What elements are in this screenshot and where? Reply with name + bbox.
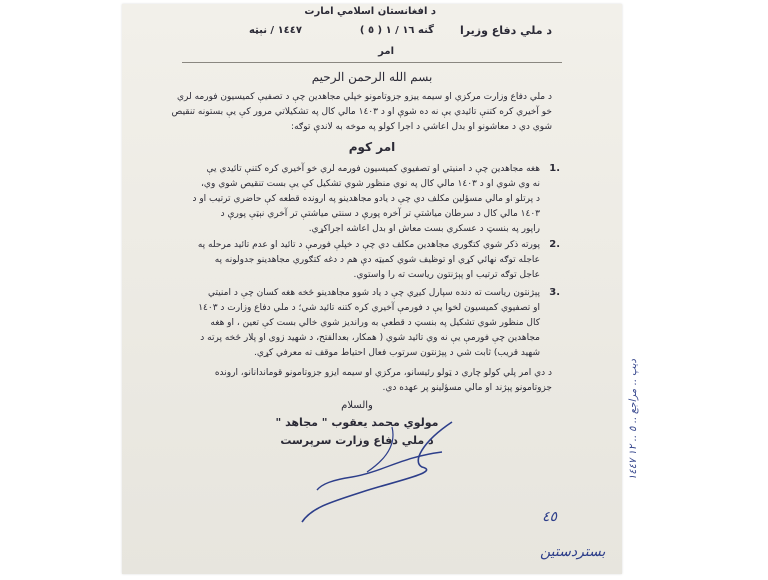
item-2-line-3: عاجل توګه ترتيب او پېژنتون رياست ته را واستوي.: [353, 270, 540, 280]
item-1-number: 1.: [549, 163, 560, 174]
intro-line-1: د ملي دفاع وزارت مرکزي او سيمه ييزو جزوتامونو خپلي مجاهدين چې د تصفيې کميسيون فورمه لري: [176, 92, 552, 102]
signatory-title: د ملي دفاع وزارت سرپرست: [280, 434, 434, 447]
closing-line-2: جزوتامونو پېژند او مالي مسؤلينو پر عهده دي.: [382, 383, 552, 393]
intro-line-2: خو آخيري کره کتنې تائيدي يې نه ده شوې او د ١٤٠٣ مالي کال په تشکيلاتي مرور کې يې بستونه تنقيص: [171, 107, 552, 117]
header-number-fields: ( ٥ ) گنه ١٦ / ١: [359, 25, 434, 36]
closing-line-1: د دي امر پلي کولو چاري د ټولو رئيسانو، مرکزي او سيمه ايزو جزوتامونو قوماندانانو، ارونده: [214, 368, 552, 378]
item-1-line-3: د پرتلو او مالي مسؤلين مکلف دي چې د يادو مجاهدينو په ارونده قطعه کې حاضري ترتيب او د: [192, 194, 540, 204]
item-3-line-2: او تصفيوي کميسيون لخوا يې د فورمې آخيري کره کتنه تائيد شي؛ د ملي دفاع وزارت د ١٤٠٣: [198, 303, 540, 313]
header-ministry: د ملي دفاع وزيرا: [460, 24, 552, 37]
handwritten-signature: [272, 412, 472, 532]
item-1-line-2: نه وي شوي او د ١٤٠٣ مالي کال په نوي منظور شوي تشکيل کې يې بست تنقيص شوي وي،: [201, 179, 540, 189]
item-1-line-5: راپور په بنسټ د عسکري بست معاش او بدل اعاشه اجراکړي.: [308, 224, 540, 234]
header-amr: امر: [378, 46, 394, 57]
item-2-number: 2.: [549, 239, 560, 250]
bottom-scrawl-right: بستردستين: [540, 544, 606, 560]
letter-sheet: [122, 4, 639, 574]
item-1-line-1: هغه مجاهدين چې د امنيتي او تصفيوي کميسيون فورمه لري خو آخيري کره کتنې تائيدي يې: [206, 164, 540, 174]
item-3-line-5: شهيد قريب) ثابت شي د پېژنتون سرتوب فعال احتياط موقف ته معرفي کړي.: [253, 348, 540, 358]
item-1-line-4: ١٤٠٣ مالي کال د سرطان مياشتې تر آخره پورې د سنتي مياشتې تر آخري نېټې پورې د: [220, 209, 540, 219]
order-heading: امر کوم: [348, 140, 396, 154]
header-divider: [182, 62, 562, 63]
item-2-line-2: عاجله توګه نهائي کړي او توظيف شوي کميټه دې هم د دغه کتګوري مجاهدينو جدولونه په: [214, 255, 540, 265]
intro-line-3: شوي دي د معاشونو او بدل اعاشي د اجرا کولو په موخه به لاندې توګه:: [291, 122, 552, 132]
header-date: ١٤٤٧ / نېټه: [248, 25, 302, 36]
margin-handwritten-note: ديپ .. مراجع .. ٥ .. ١٢ ١٤٤٧: [628, 359, 639, 481]
document-photo: [122, 4, 639, 574]
item-2-line-1: پورته ذکر شوي کتګوري مجاهدين مکلف دي چې د خپلې فورمې د تائيد او عدم تائيد مرحله په: [197, 240, 540, 250]
item-3-number: 3.: [549, 287, 560, 298]
header-emirate: د افغانستان اسلامي امارت: [304, 6, 436, 17]
bottom-scrawl-left: ٤٥: [542, 509, 558, 525]
bismillah: بسم الله الرحمن الرحيم: [311, 70, 433, 84]
item-3-line-4: مجاهدين چې فورمې يې نه وي تائيد شوي ( همکار، بعدالفتح، د شهيد زوی او پلار څخه پرته د: [200, 333, 540, 343]
item-3-line-1: پېژنتون رياست ته دنده سپارل کيږي چې د ياد شوو مجاهدينو څخه هغه کسان چې د امنيتي: [208, 288, 540, 298]
signatory-name: مولوي محمد يعقوب " مجاهد ": [275, 416, 439, 429]
salutation: والسلام: [341, 400, 373, 411]
item-3-line-3: کال منظور شوي تشکيل په بنسټ د قطعې به ورانديز شوي خالي بست کې تعين ، او هغه: [210, 318, 540, 328]
